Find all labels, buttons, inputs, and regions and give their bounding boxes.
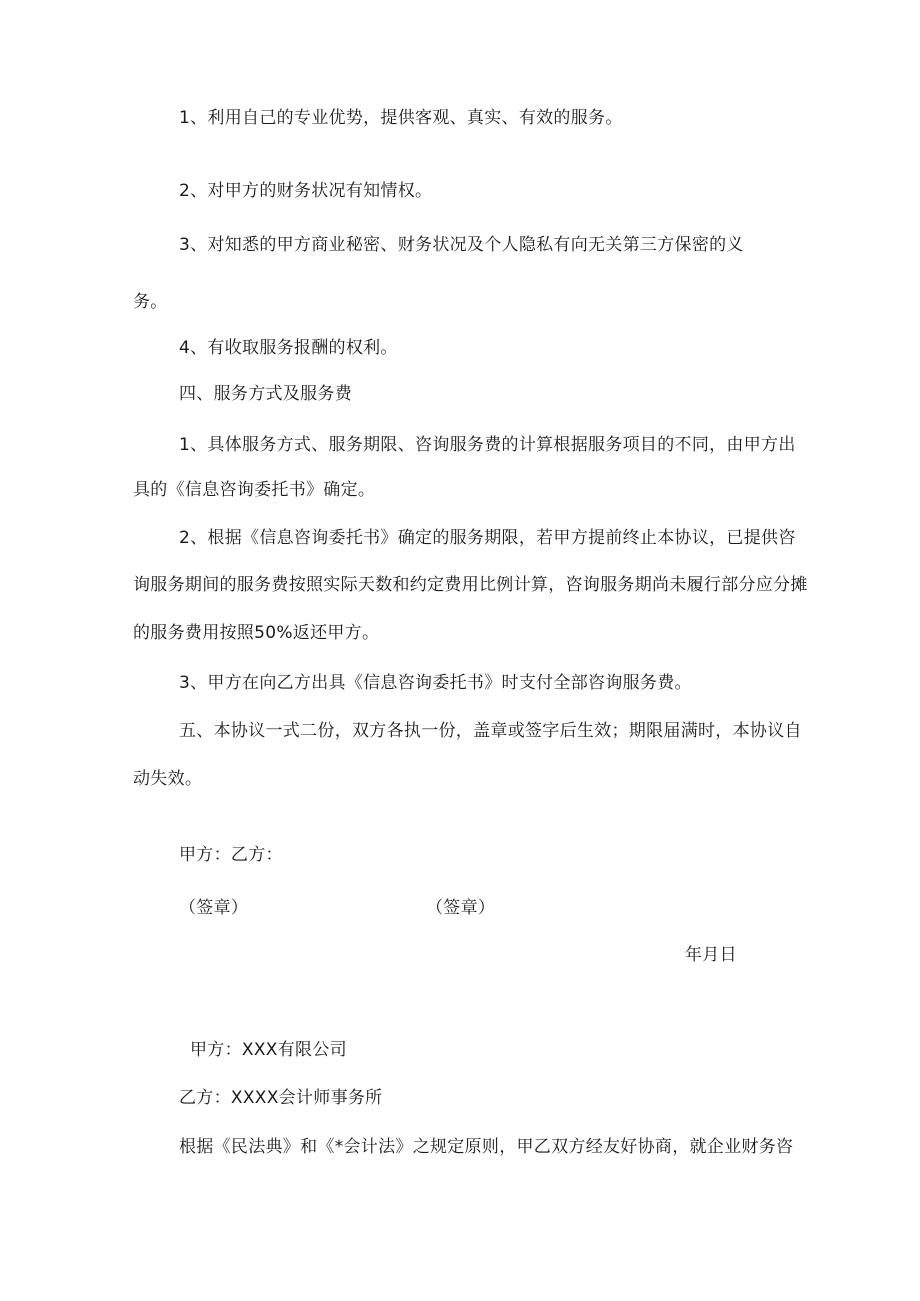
clause-service-1: 1、具体服务方式、服务期限、咨询服务费的计算根据服务项目的不同，由甲方出: [179, 435, 796, 455]
clause-service-3: 3、甲方在向乙方出具《信息咨询委托书》时支付全部咨询服务费。: [179, 673, 692, 693]
preamble: 根据《民法典》和《*会计法》之规定原则，甲乙双方经友好协商，就企业财务咨: [179, 1137, 794, 1157]
section-heading-4: 四、服务方式及服务费: [179, 384, 352, 404]
party-b: 乙方：XXXX会计师事务所: [179, 1088, 383, 1108]
clause-service-2: 2、根据《信息咨询委托书》确定的服务期限，若甲方提前终止本协议，已提供咨: [179, 528, 796, 548]
signature-date: 年月日: [685, 945, 737, 965]
clause-service-2-cont-1: 询服务期间的服务费按照实际天数和约定费用比例计算，咨询服务期尚未履行部分应分摊: [133, 575, 808, 595]
party-a: 甲方：XXX有限公司: [190, 1040, 347, 1060]
clause-rights-2: 2、对甲方的财务状况有知情权。: [179, 181, 433, 201]
signature-parties: 甲方：乙方：: [179, 845, 283, 865]
section-5-cont: 动失效。: [133, 769, 203, 789]
clause-service-2-cont-2: 的服务费用按照50%返还甲方。: [133, 623, 380, 643]
clause-rights-3-cont: 务。: [133, 292, 168, 312]
clause-service-1-cont: 具的《信息咨询委托书》确定。: [133, 480, 376, 500]
clause-rights-4: 4、有收取服务报酬的权利。: [179, 338, 398, 358]
signature-seal-b: （签章）: [426, 898, 496, 918]
signature-seal-a: （签章）: [179, 898, 249, 918]
section-heading-5: 五、本协议一式二份，双方各执一份，盖章或签字后生效；期限届满时，本协议自: [179, 721, 802, 741]
clause-rights-3: 3、对知悉的甲方商业秘密、财务状况及个人隐私有向无关第三方保密的义: [179, 235, 744, 255]
clause-rights-1: 1、利用自己的专业优势，提供客观、真实、有效的服务。: [179, 108, 623, 128]
